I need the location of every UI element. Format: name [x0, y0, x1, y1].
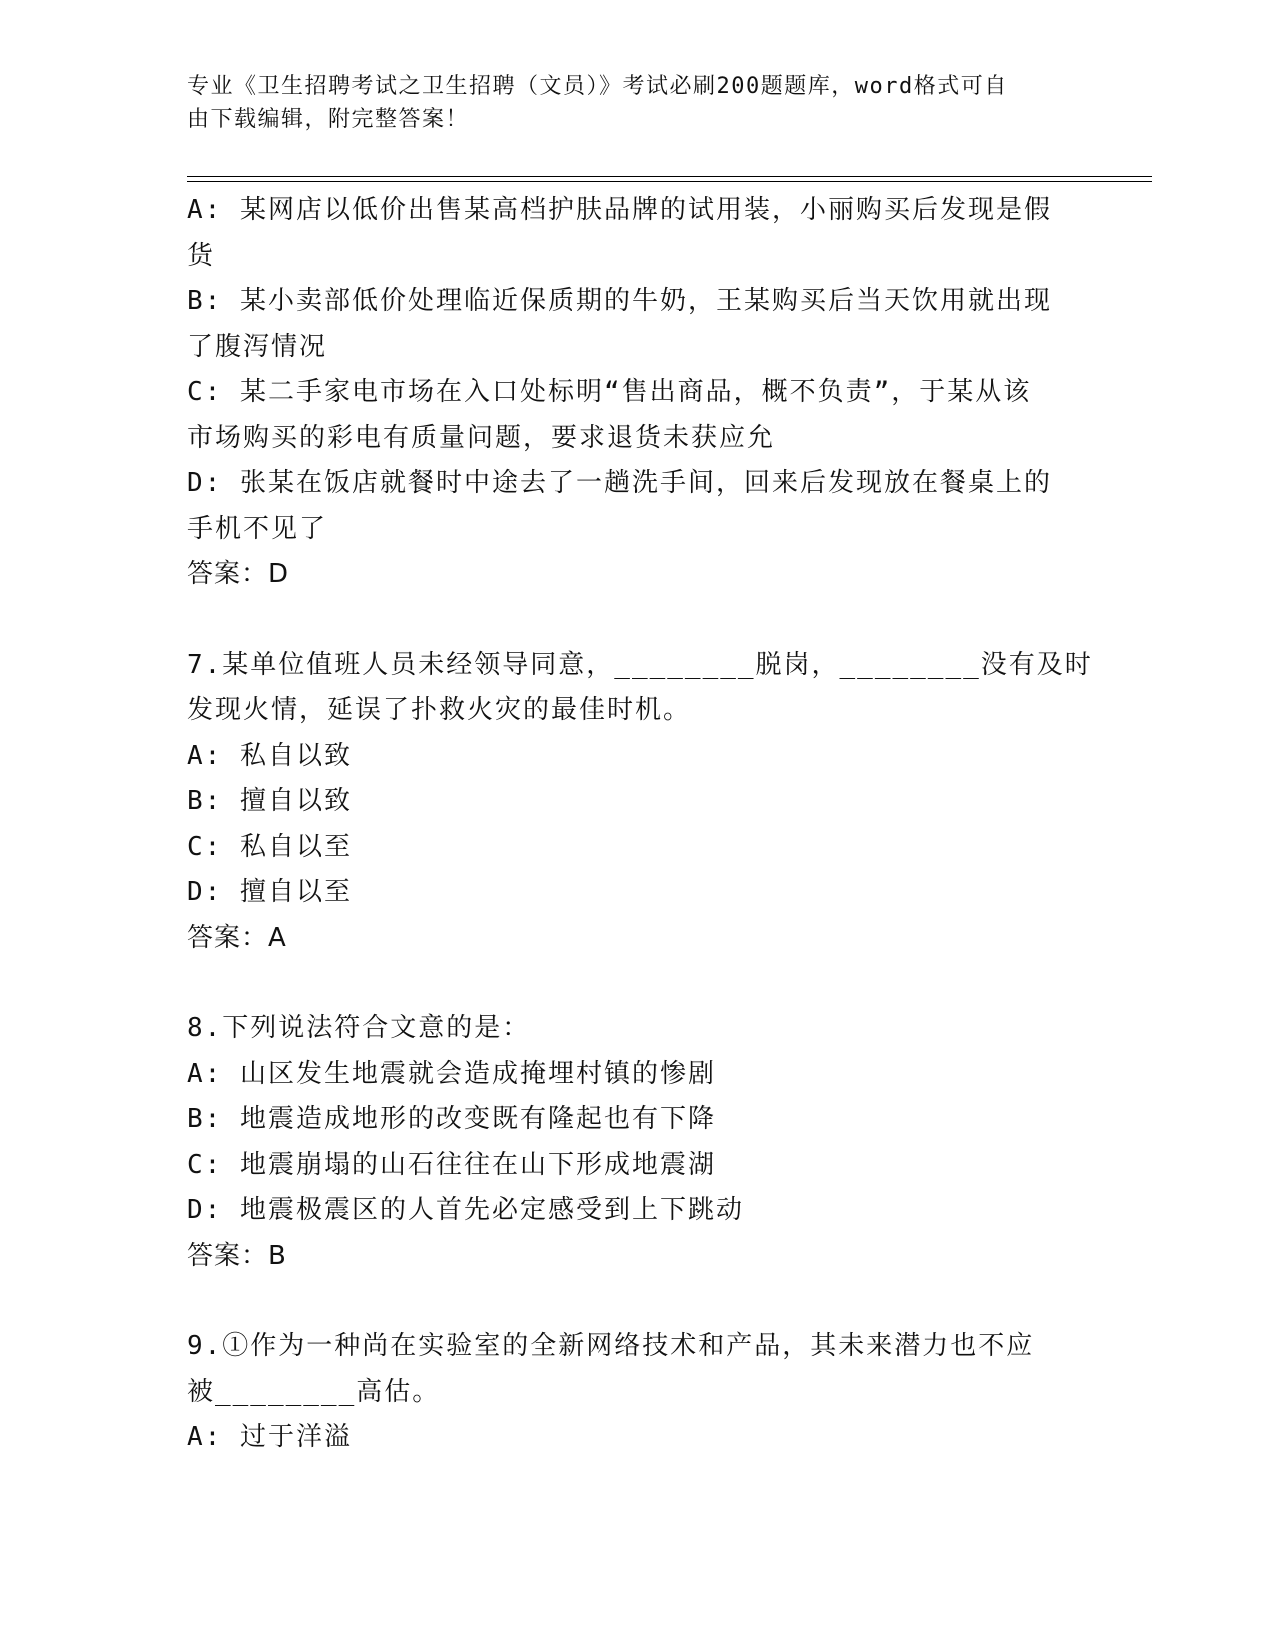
q9-stem-line-2: 被________高估。: [187, 1376, 441, 1407]
q6-answer: 答案：D: [187, 559, 290, 589]
spacer: [187, 1279, 1067, 1324]
q7-answer: 答案：A: [187, 922, 287, 953]
q7-stem-line-1: 7.某单位值班人员未经领导同意，________脱岗，________没有及时: [187, 649, 1093, 680]
q8-option-a: A: 山区发生地震就会造成掩埋村镇的惨剧: [187, 1058, 716, 1089]
q7-option-b: B: 擅自以致: [187, 786, 352, 816]
q6-option-c-line-2: 市场购买的彩电有质量问题，要求退货未获应允: [187, 422, 776, 453]
header-line-2: 由下载编辑，附完整答案！: [187, 107, 470, 132]
q8-option-b: B: 地震造成地形的改变既有隆起也有下降: [187, 1104, 716, 1134]
question-6: [187, 188, 1067, 598]
q8-stem: 8.下列说法符合文意的是：: [187, 1013, 531, 1043]
q9-stem-line-1: 9.①作为一种尚在实验室的全新网络技术和产品，其未来潜力也不应: [187, 1331, 1035, 1361]
q6-option-a-line-1: A: 某网店以低价出售某高档护肤品牌的试用装，小丽购买后发现是假: [187, 195, 1052, 225]
header-rule-top: [187, 176, 1152, 177]
question-8: [187, 1006, 1067, 1279]
q8-answer: 答案：B: [187, 1240, 287, 1271]
q6-option-b-line-1: B: 某小卖部低价处理临近保质期的牛奶，王某购买后当天饮用就出现: [187, 286, 1052, 316]
q9-option-a: A: 过于洋溢: [187, 1422, 352, 1452]
q7-option-a: A: 私自以致: [187, 740, 352, 771]
q7-option-d: D: 擅自以至: [187, 877, 352, 907]
q6-option-a-line-2: 货: [187, 240, 216, 271]
q7-option-c: C: 私自以至: [187, 831, 352, 862]
header-line-1: 专业《卫生招聘考试之卫生招聘（文员）》考试必刷200题题库，word格式可自: [187, 74, 1008, 99]
document-header: [187, 70, 1047, 136]
question-7: [187, 643, 1093, 962]
spacer: [187, 598, 1067, 643]
q7-stem-line-2: 发现火情，延误了扑救火灾的最佳时机。: [187, 695, 692, 725]
q8-option-d: D: 地震极震区的人首先必定感受到上下跳动: [187, 1195, 744, 1225]
q6-option-d-line-1: D: 张某在饭店就餐时中途去了一趟洗手间，回来后发现放在餐桌上的: [187, 468, 1052, 498]
document-body: [187, 188, 1093, 1461]
spacer: [187, 961, 1067, 1006]
q6-option-c-line-1: C: 某二手家电市场在入口处标明“售出商品，概不负责”，于某从该: [187, 377, 1032, 407]
header-rule-bottom: [187, 181, 1152, 182]
q6-option-b-line-2: 了腹泻情况: [187, 331, 328, 362]
q6-option-d-line-2: 手机不见了: [187, 513, 328, 544]
question-9: [187, 1324, 1067, 1461]
q8-option-c: C: 地震崩塌的山石往往在山下形成地震湖: [187, 1149, 716, 1180]
